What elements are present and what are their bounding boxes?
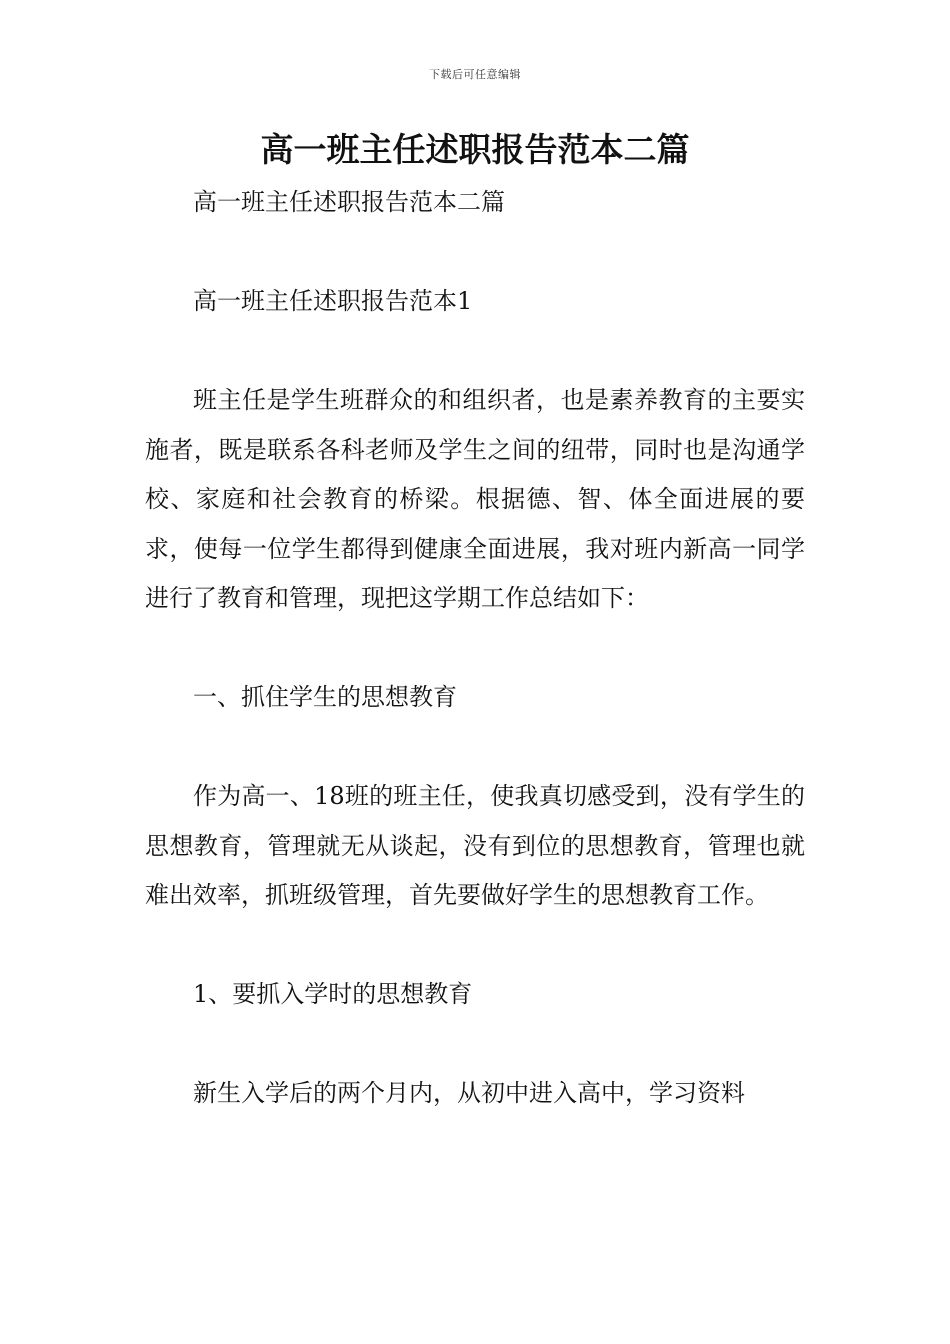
paragraph-subheading-1: 1、要抓入学时的思想教育 — [193, 980, 473, 1008]
header-note: 下载后可任意编辑 — [429, 68, 521, 81]
paragraph-body-2: 新生入学后的两个月内，从初中进入高中，学习资料 — [193, 1079, 745, 1107]
document-body — [145, 178, 805, 1119]
paragraph-heading-1: 一、抓住学生的思想教育 — [193, 683, 457, 711]
paragraph-body-1: 作为高一、18班的班主任，使我真切感受到，没有学生的思想教育，管理就无从谈起，没有到位的思想教育，管理也就难出效率，抓班级管理，首先要做好学生的思想教育工作。 — [145, 782, 805, 909]
document-title: 高一班主任述职报告范本二篇 — [260, 130, 690, 169]
paragraph-section-heading: 高一班主任述职报告范本1 — [193, 287, 473, 315]
paragraph-intro: 班主任是学生班群众的和组织者，也是素养教育的主要实施者，既是联系各科老师及学生之间的纽带，同时也是沟通学校、家庭和社会教育的桥梁。根据德、智、体全面进展的要求，使每一位学生都得到健康全面进展，我对班内新高一同学进行了教育和管理，现把这学期工作总结如下： — [145, 386, 805, 612]
paragraph-subtitle: 高一班主任述职报告范本二篇 — [193, 188, 505, 216]
